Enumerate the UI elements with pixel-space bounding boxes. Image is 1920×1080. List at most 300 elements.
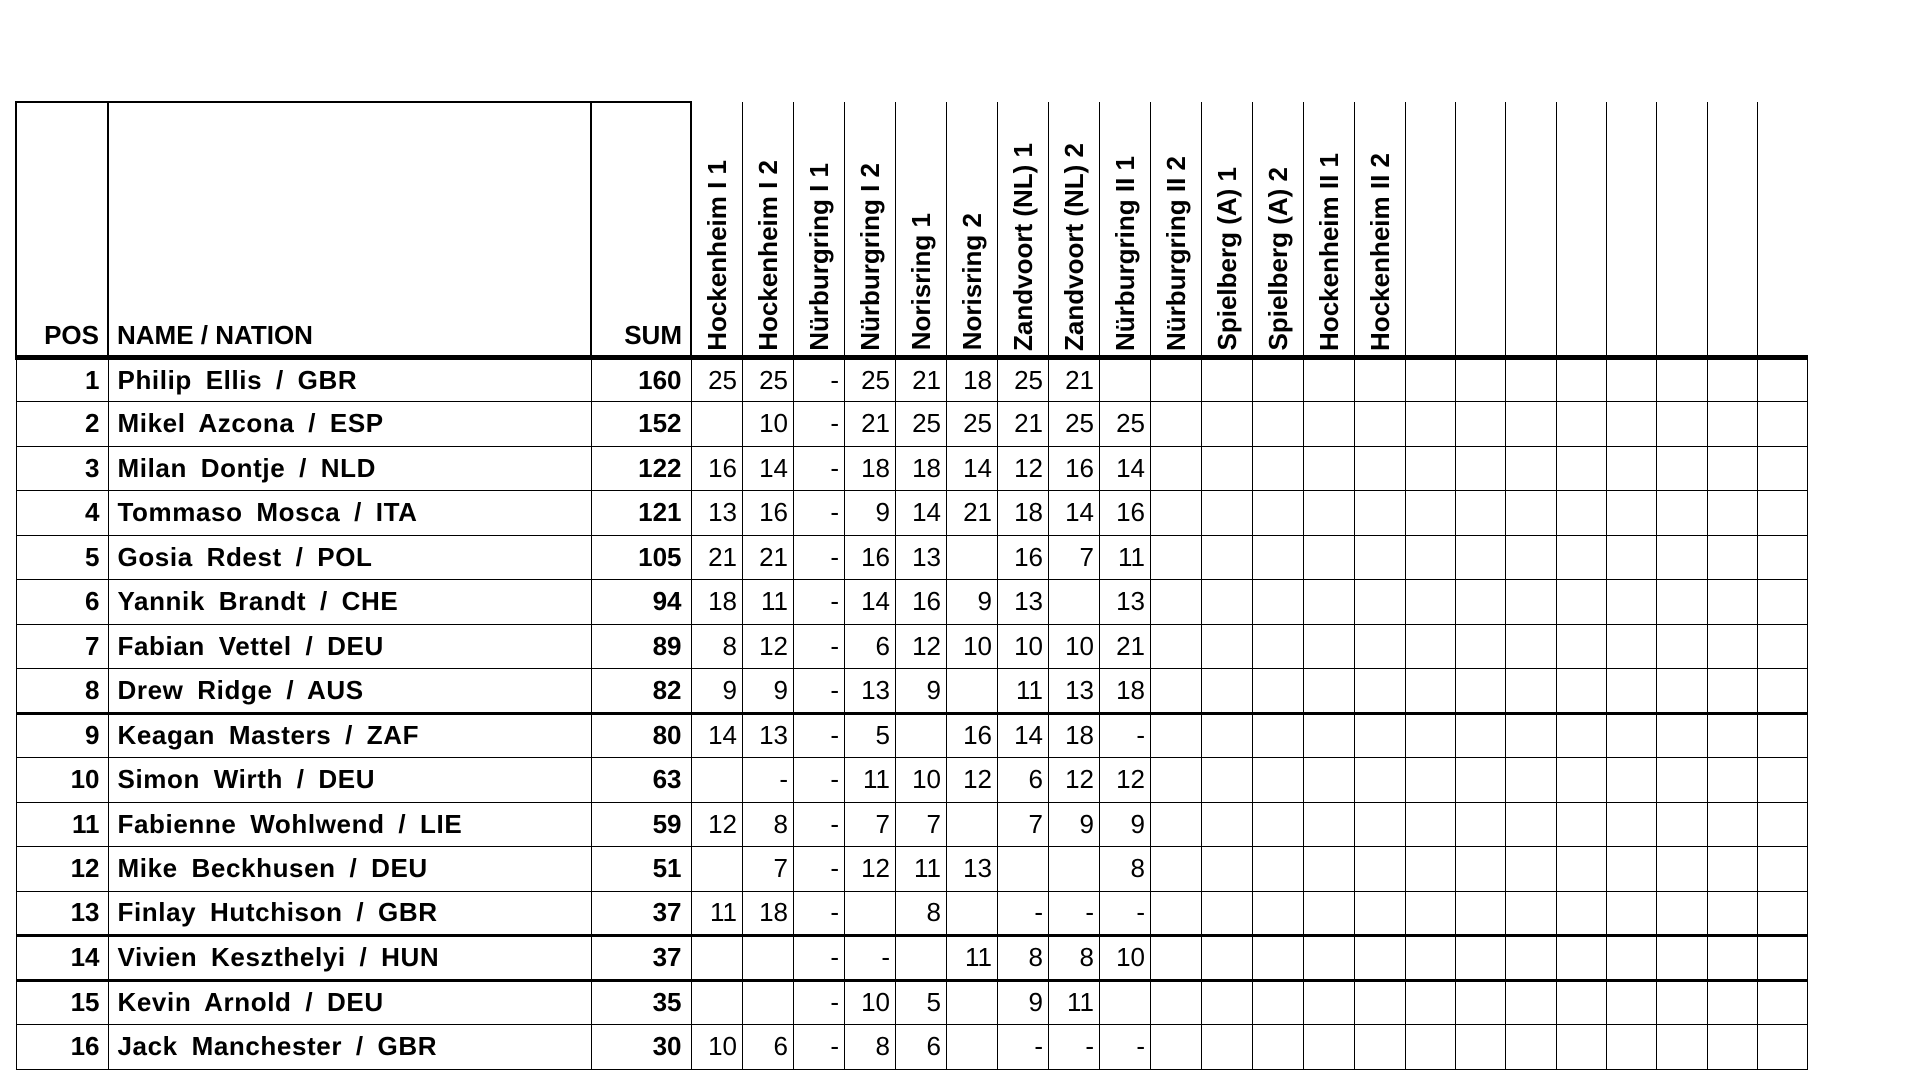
race-points-cell [1151, 891, 1202, 936]
race-points-cell: 21 [743, 535, 794, 580]
race-points-cell: - [794, 758, 845, 803]
race-points-cell: 12 [896, 624, 947, 669]
race-points-cell: 13 [691, 491, 743, 536]
empty-cell [1607, 491, 1657, 536]
empty-cell [1758, 891, 1808, 936]
empty-cell [1657, 624, 1708, 669]
table-row [16, 758, 1808, 803]
race-points-cell: 25 [998, 357, 1049, 402]
race-points-cell: 5 [896, 980, 947, 1025]
race-column-header [1049, 102, 1100, 357]
empty-cell [1708, 847, 1758, 892]
empty-cell [1456, 847, 1506, 892]
race-points-cell [1151, 580, 1202, 625]
race-points-cell: 25 [896, 402, 947, 447]
race-points-cell: 16 [896, 580, 947, 625]
empty-cell [1456, 491, 1506, 536]
race-column-header [1253, 102, 1304, 357]
empty-cell [1607, 624, 1657, 669]
race-points-cell [896, 936, 947, 981]
race-points-cell [691, 758, 743, 803]
driver-name-cell: Tommaso Mosca / ITA [108, 491, 591, 536]
empty-cell [1657, 936, 1708, 981]
race-points-cell [1253, 980, 1304, 1025]
race-label: Hockenheim I 1 [702, 159, 732, 351]
race-points-cell [691, 402, 743, 447]
empty-cell [1607, 847, 1657, 892]
race-points-cell [1202, 936, 1253, 981]
race-label: Norisring 1 [906, 213, 936, 351]
standings-table [15, 101, 1808, 1070]
race-points-cell [1253, 535, 1304, 580]
points-sum-cell: 122 [591, 446, 691, 491]
race-label: Spielberg (A) 2 [1263, 167, 1293, 351]
race-points-cell [1304, 847, 1355, 892]
driver-name-cell: Keagan Masters / ZAF [108, 713, 591, 758]
race-points-cell [1355, 713, 1406, 758]
empty-cell [1708, 1025, 1758, 1070]
race-points-cell: 21 [1049, 357, 1100, 402]
empty-cell [1758, 847, 1808, 892]
empty-cell [1657, 535, 1708, 580]
empty-cell [1708, 758, 1758, 803]
race-points-cell [1304, 535, 1355, 580]
driver-name-cell: Simon Wirth / DEU [108, 758, 591, 803]
race-points-cell: 21 [691, 535, 743, 580]
empty-cell [1708, 580, 1758, 625]
race-label: Nürburgring II 2 [1161, 155, 1191, 351]
race-points-cell: 18 [743, 891, 794, 936]
empty-cell [1657, 980, 1708, 1025]
race-points-cell: - [1049, 1025, 1100, 1070]
empty-cell [1758, 669, 1808, 714]
race-points-cell: 11 [1049, 980, 1100, 1025]
empty-cell [1406, 891, 1456, 936]
empty-cell [1456, 402, 1506, 447]
empty-race-column-header [1607, 102, 1657, 357]
empty-cell [1406, 936, 1456, 981]
race-points-cell: 18 [998, 491, 1049, 536]
driver-name-cell: Mike Beckhusen / DEU [108, 847, 591, 892]
race-points-cell: 14 [998, 713, 1049, 758]
race-points-cell: 14 [743, 446, 794, 491]
race-points-cell [1151, 936, 1202, 981]
race-points-cell: - [1100, 1025, 1151, 1070]
race-points-cell [947, 669, 998, 714]
race-points-cell: 18 [845, 446, 896, 491]
race-points-cell: 13 [845, 669, 896, 714]
race-points-cell: - [998, 1025, 1049, 1070]
race-points-cell: 14 [691, 713, 743, 758]
race-points-cell: - [794, 936, 845, 981]
empty-cell [1557, 357, 1607, 402]
race-points-cell: 11 [947, 936, 998, 981]
points-sum-cell: 89 [591, 624, 691, 669]
race-points-cell: 16 [998, 535, 1049, 580]
race-points-cell [1355, 669, 1406, 714]
race-points-cell: - [794, 980, 845, 1025]
race-label: Zandvoort (NL) 1 [1008, 142, 1038, 351]
race-points-cell [1304, 491, 1355, 536]
race-points-cell: 8 [691, 624, 743, 669]
race-points-cell [691, 980, 743, 1025]
empty-cell [1506, 802, 1557, 847]
empty-cell [1708, 802, 1758, 847]
race-points-cell: 7 [896, 802, 947, 847]
race-points-cell: - [794, 402, 845, 447]
table-row [16, 357, 1808, 402]
race-points-cell [1355, 491, 1406, 536]
race-points-cell [1202, 1025, 1253, 1070]
empty-cell [1607, 936, 1657, 981]
empty-race-column-header [1657, 102, 1708, 357]
race-points-cell [1202, 802, 1253, 847]
table-row [16, 891, 1808, 936]
race-points-cell [1355, 580, 1406, 625]
empty-cell [1758, 624, 1808, 669]
empty-cell [1456, 446, 1506, 491]
race-points-cell [1253, 891, 1304, 936]
race-points-cell [1304, 713, 1355, 758]
race-column-header [743, 102, 794, 357]
race-points-cell: 8 [743, 802, 794, 847]
empty-cell [1708, 669, 1758, 714]
empty-cell [1406, 802, 1456, 847]
race-points-cell [743, 936, 794, 981]
race-label: Hockenheim II 1 [1314, 152, 1344, 351]
race-points-cell [743, 980, 794, 1025]
empty-cell [1758, 936, 1808, 981]
race-points-cell [1151, 713, 1202, 758]
position-cell: 7 [16, 624, 108, 669]
empty-cell [1456, 1025, 1506, 1070]
race-points-cell: 21 [998, 402, 1049, 447]
race-points-cell [998, 847, 1049, 892]
race-points-cell: - [794, 847, 845, 892]
empty-cell [1557, 669, 1607, 714]
race-points-cell: 25 [845, 357, 896, 402]
race-points-cell: 16 [947, 713, 998, 758]
race-points-cell: 14 [1049, 491, 1100, 536]
empty-cell [1607, 535, 1657, 580]
race-points-cell [1151, 357, 1202, 402]
empty-cell [1406, 402, 1456, 447]
race-points-cell: 8 [998, 936, 1049, 981]
race-points-cell: 7 [998, 802, 1049, 847]
race-points-cell [1202, 580, 1253, 625]
race-label: Norisring 2 [957, 213, 987, 351]
race-points-cell: - [794, 1025, 845, 1070]
race-points-cell [1151, 446, 1202, 491]
race-points-cell: 11 [998, 669, 1049, 714]
position-cell: 14 [16, 936, 108, 981]
race-points-cell [1151, 402, 1202, 447]
race-points-cell [1355, 758, 1406, 803]
race-points-cell: 16 [845, 535, 896, 580]
driver-name-cell: Fabian Vettel / DEU [108, 624, 591, 669]
race-points-cell [1355, 357, 1406, 402]
race-points-cell [1202, 491, 1253, 536]
empty-cell [1557, 713, 1607, 758]
race-points-cell [1202, 535, 1253, 580]
empty-cell [1506, 491, 1557, 536]
race-points-cell [1151, 980, 1202, 1025]
position-cell: 9 [16, 713, 108, 758]
race-points-cell [1253, 357, 1304, 402]
race-points-cell: - [794, 580, 845, 625]
race-points-cell [947, 980, 998, 1025]
race-points-cell: 16 [743, 491, 794, 536]
race-points-cell: 18 [691, 580, 743, 625]
driver-name-cell: Milan Dontje / NLD [108, 446, 591, 491]
race-points-cell: 10 [896, 758, 947, 803]
race-points-cell [1202, 891, 1253, 936]
race-points-cell: - [794, 446, 845, 491]
standings-body [16, 357, 1808, 1069]
empty-cell [1456, 891, 1506, 936]
empty-cell [1708, 891, 1758, 936]
empty-race-column-header [1456, 102, 1506, 357]
empty-cell [1406, 713, 1456, 758]
race-points-cell: 7 [1049, 535, 1100, 580]
position-cell: 4 [16, 491, 108, 536]
empty-cell [1406, 980, 1456, 1025]
race-points-cell: 11 [691, 891, 743, 936]
race-points-cell: 12 [1049, 758, 1100, 803]
empty-cell [1607, 980, 1657, 1025]
race-points-cell [691, 936, 743, 981]
race-points-cell: 12 [998, 446, 1049, 491]
empty-cell [1758, 357, 1808, 402]
race-points-cell [1253, 847, 1304, 892]
empty-cell [1708, 357, 1758, 402]
race-points-cell: - [1049, 891, 1100, 936]
race-points-cell: 5 [845, 713, 896, 758]
empty-cell [1557, 446, 1607, 491]
race-column-header [998, 102, 1049, 357]
empty-cell [1557, 936, 1607, 981]
empty-cell [1657, 1025, 1708, 1070]
empty-cell [1607, 713, 1657, 758]
race-points-cell [1253, 491, 1304, 536]
points-sum-cell: 94 [591, 580, 691, 625]
race-points-cell: 21 [845, 402, 896, 447]
race-points-cell: 18 [1049, 713, 1100, 758]
points-sum-cell: 160 [591, 357, 691, 402]
empty-cell [1456, 936, 1506, 981]
race-points-cell: 10 [1049, 624, 1100, 669]
empty-cell [1708, 980, 1758, 1025]
race-points-cell: 25 [1100, 402, 1151, 447]
race-points-cell: 7 [743, 847, 794, 892]
empty-cell [1456, 357, 1506, 402]
race-points-cell [1100, 357, 1151, 402]
race-points-cell: 10 [947, 624, 998, 669]
race-points-cell [947, 802, 998, 847]
race-points-cell [1253, 446, 1304, 491]
race-points-cell: 13 [998, 580, 1049, 625]
race-column-header [1100, 102, 1151, 357]
race-points-cell: 12 [691, 802, 743, 847]
empty-cell [1607, 802, 1657, 847]
race-points-cell [1202, 624, 1253, 669]
race-points-cell [1304, 402, 1355, 447]
race-points-cell [1253, 624, 1304, 669]
empty-cell [1557, 402, 1607, 447]
race-points-cell [1304, 357, 1355, 402]
empty-cell [1557, 891, 1607, 936]
empty-cell [1708, 936, 1758, 981]
empty-cell [1506, 535, 1557, 580]
race-points-cell [1151, 1025, 1202, 1070]
race-points-cell: 12 [845, 847, 896, 892]
empty-cell [1406, 669, 1456, 714]
race-points-cell: 13 [1100, 580, 1151, 625]
race-points-cell: 13 [947, 847, 998, 892]
empty-cell [1657, 891, 1708, 936]
race-points-cell [1049, 847, 1100, 892]
empty-cell [1607, 891, 1657, 936]
race-points-cell: 9 [845, 491, 896, 536]
empty-cell [1456, 713, 1506, 758]
empty-cell [1506, 446, 1557, 491]
points-sum-cell: 59 [591, 802, 691, 847]
empty-cell [1506, 758, 1557, 803]
position-cell: 11 [16, 802, 108, 847]
empty-cell [1708, 446, 1758, 491]
race-points-cell [1151, 847, 1202, 892]
empty-cell [1557, 802, 1607, 847]
race-label: Hockenheim I 2 [753, 159, 783, 351]
empty-cell [1758, 535, 1808, 580]
table-row [16, 669, 1808, 714]
race-points-cell: 9 [896, 669, 947, 714]
table-row [16, 624, 1808, 669]
empty-cell [1506, 1025, 1557, 1070]
race-points-cell: 14 [1100, 446, 1151, 491]
race-points-cell: 13 [1049, 669, 1100, 714]
race-points-cell [1355, 891, 1406, 936]
race-points-cell [1202, 980, 1253, 1025]
points-sum-cell: 105 [591, 535, 691, 580]
race-points-cell [1304, 936, 1355, 981]
race-points-cell: 7 [845, 802, 896, 847]
table-row [16, 847, 1808, 892]
race-points-cell [1304, 1025, 1355, 1070]
table-row [16, 580, 1808, 625]
race-points-cell [1253, 802, 1304, 847]
race-points-cell [1304, 580, 1355, 625]
empty-cell [1657, 713, 1708, 758]
empty-race-column-header [1506, 102, 1557, 357]
empty-cell [1708, 535, 1758, 580]
race-points-cell [1253, 402, 1304, 447]
race-points-cell: 25 [743, 357, 794, 402]
empty-cell [1607, 446, 1657, 491]
empty-cell [1607, 1025, 1657, 1070]
driver-name-cell: Yannik Brandt / CHE [108, 580, 591, 625]
race-points-cell: 6 [998, 758, 1049, 803]
race-points-cell: 6 [896, 1025, 947, 1070]
race-points-cell [1253, 580, 1304, 625]
race-points-cell [1253, 758, 1304, 803]
table-row [16, 713, 1808, 758]
race-points-cell [1304, 891, 1355, 936]
empty-cell [1758, 402, 1808, 447]
empty-cell [1607, 669, 1657, 714]
empty-cell [1456, 535, 1506, 580]
position-cell: 15 [16, 980, 108, 1025]
empty-cell [1758, 1025, 1808, 1070]
race-points-cell: 8 [896, 891, 947, 936]
empty-cell [1657, 802, 1708, 847]
empty-cell [1607, 357, 1657, 402]
position-cell: 3 [16, 446, 108, 491]
race-column-header [1304, 102, 1355, 357]
empty-cell [1657, 357, 1708, 402]
race-points-cell [1355, 402, 1406, 447]
race-points-cell: 12 [743, 624, 794, 669]
race-points-cell [1151, 491, 1202, 536]
race-label: Hockenheim II 2 [1365, 152, 1395, 351]
points-sum-cell: 63 [591, 758, 691, 803]
table-row [16, 980, 1808, 1025]
race-points-cell: - [1100, 891, 1151, 936]
table-row [16, 402, 1808, 447]
empty-cell [1557, 491, 1607, 536]
race-label: Nürburgring II 1 [1110, 155, 1140, 351]
race-points-cell [1151, 624, 1202, 669]
race-points-cell [1355, 936, 1406, 981]
table-row [16, 535, 1808, 580]
race-points-cell: 25 [1049, 402, 1100, 447]
race-label: Nürburgring I 2 [855, 162, 885, 351]
race-points-cell: 9 [1049, 802, 1100, 847]
empty-cell [1406, 535, 1456, 580]
empty-cell [1657, 491, 1708, 536]
empty-cell [1657, 446, 1708, 491]
race-column-header [896, 102, 947, 357]
race-points-cell: - [794, 802, 845, 847]
race-points-cell: 10 [1100, 936, 1151, 981]
empty-cell [1456, 758, 1506, 803]
race-points-cell: 13 [743, 713, 794, 758]
race-points-cell: 25 [947, 402, 998, 447]
empty-cell [1406, 624, 1456, 669]
race-points-cell: 21 [896, 357, 947, 402]
race-points-cell [1202, 446, 1253, 491]
race-points-cell [1151, 535, 1202, 580]
race-points-cell: 11 [896, 847, 947, 892]
driver-name-cell: Fabienne Wohlwend / LIE [108, 802, 591, 847]
race-points-cell [1202, 402, 1253, 447]
empty-cell [1456, 980, 1506, 1025]
table-row [16, 1025, 1808, 1070]
race-points-cell [1355, 847, 1406, 892]
race-points-cell [1202, 357, 1253, 402]
race-points-cell [1151, 802, 1202, 847]
race-points-cell [1304, 802, 1355, 847]
driver-name-cell: Philip Ellis / GBR [108, 357, 591, 402]
empty-cell [1406, 446, 1456, 491]
empty-cell [1456, 802, 1506, 847]
position-cell: 8 [16, 669, 108, 714]
race-points-cell: - [1100, 713, 1151, 758]
driver-name-cell: Kevin Arnold / DEU [108, 980, 591, 1025]
empty-cell [1557, 624, 1607, 669]
table-row [16, 802, 1808, 847]
race-points-cell [1355, 802, 1406, 847]
